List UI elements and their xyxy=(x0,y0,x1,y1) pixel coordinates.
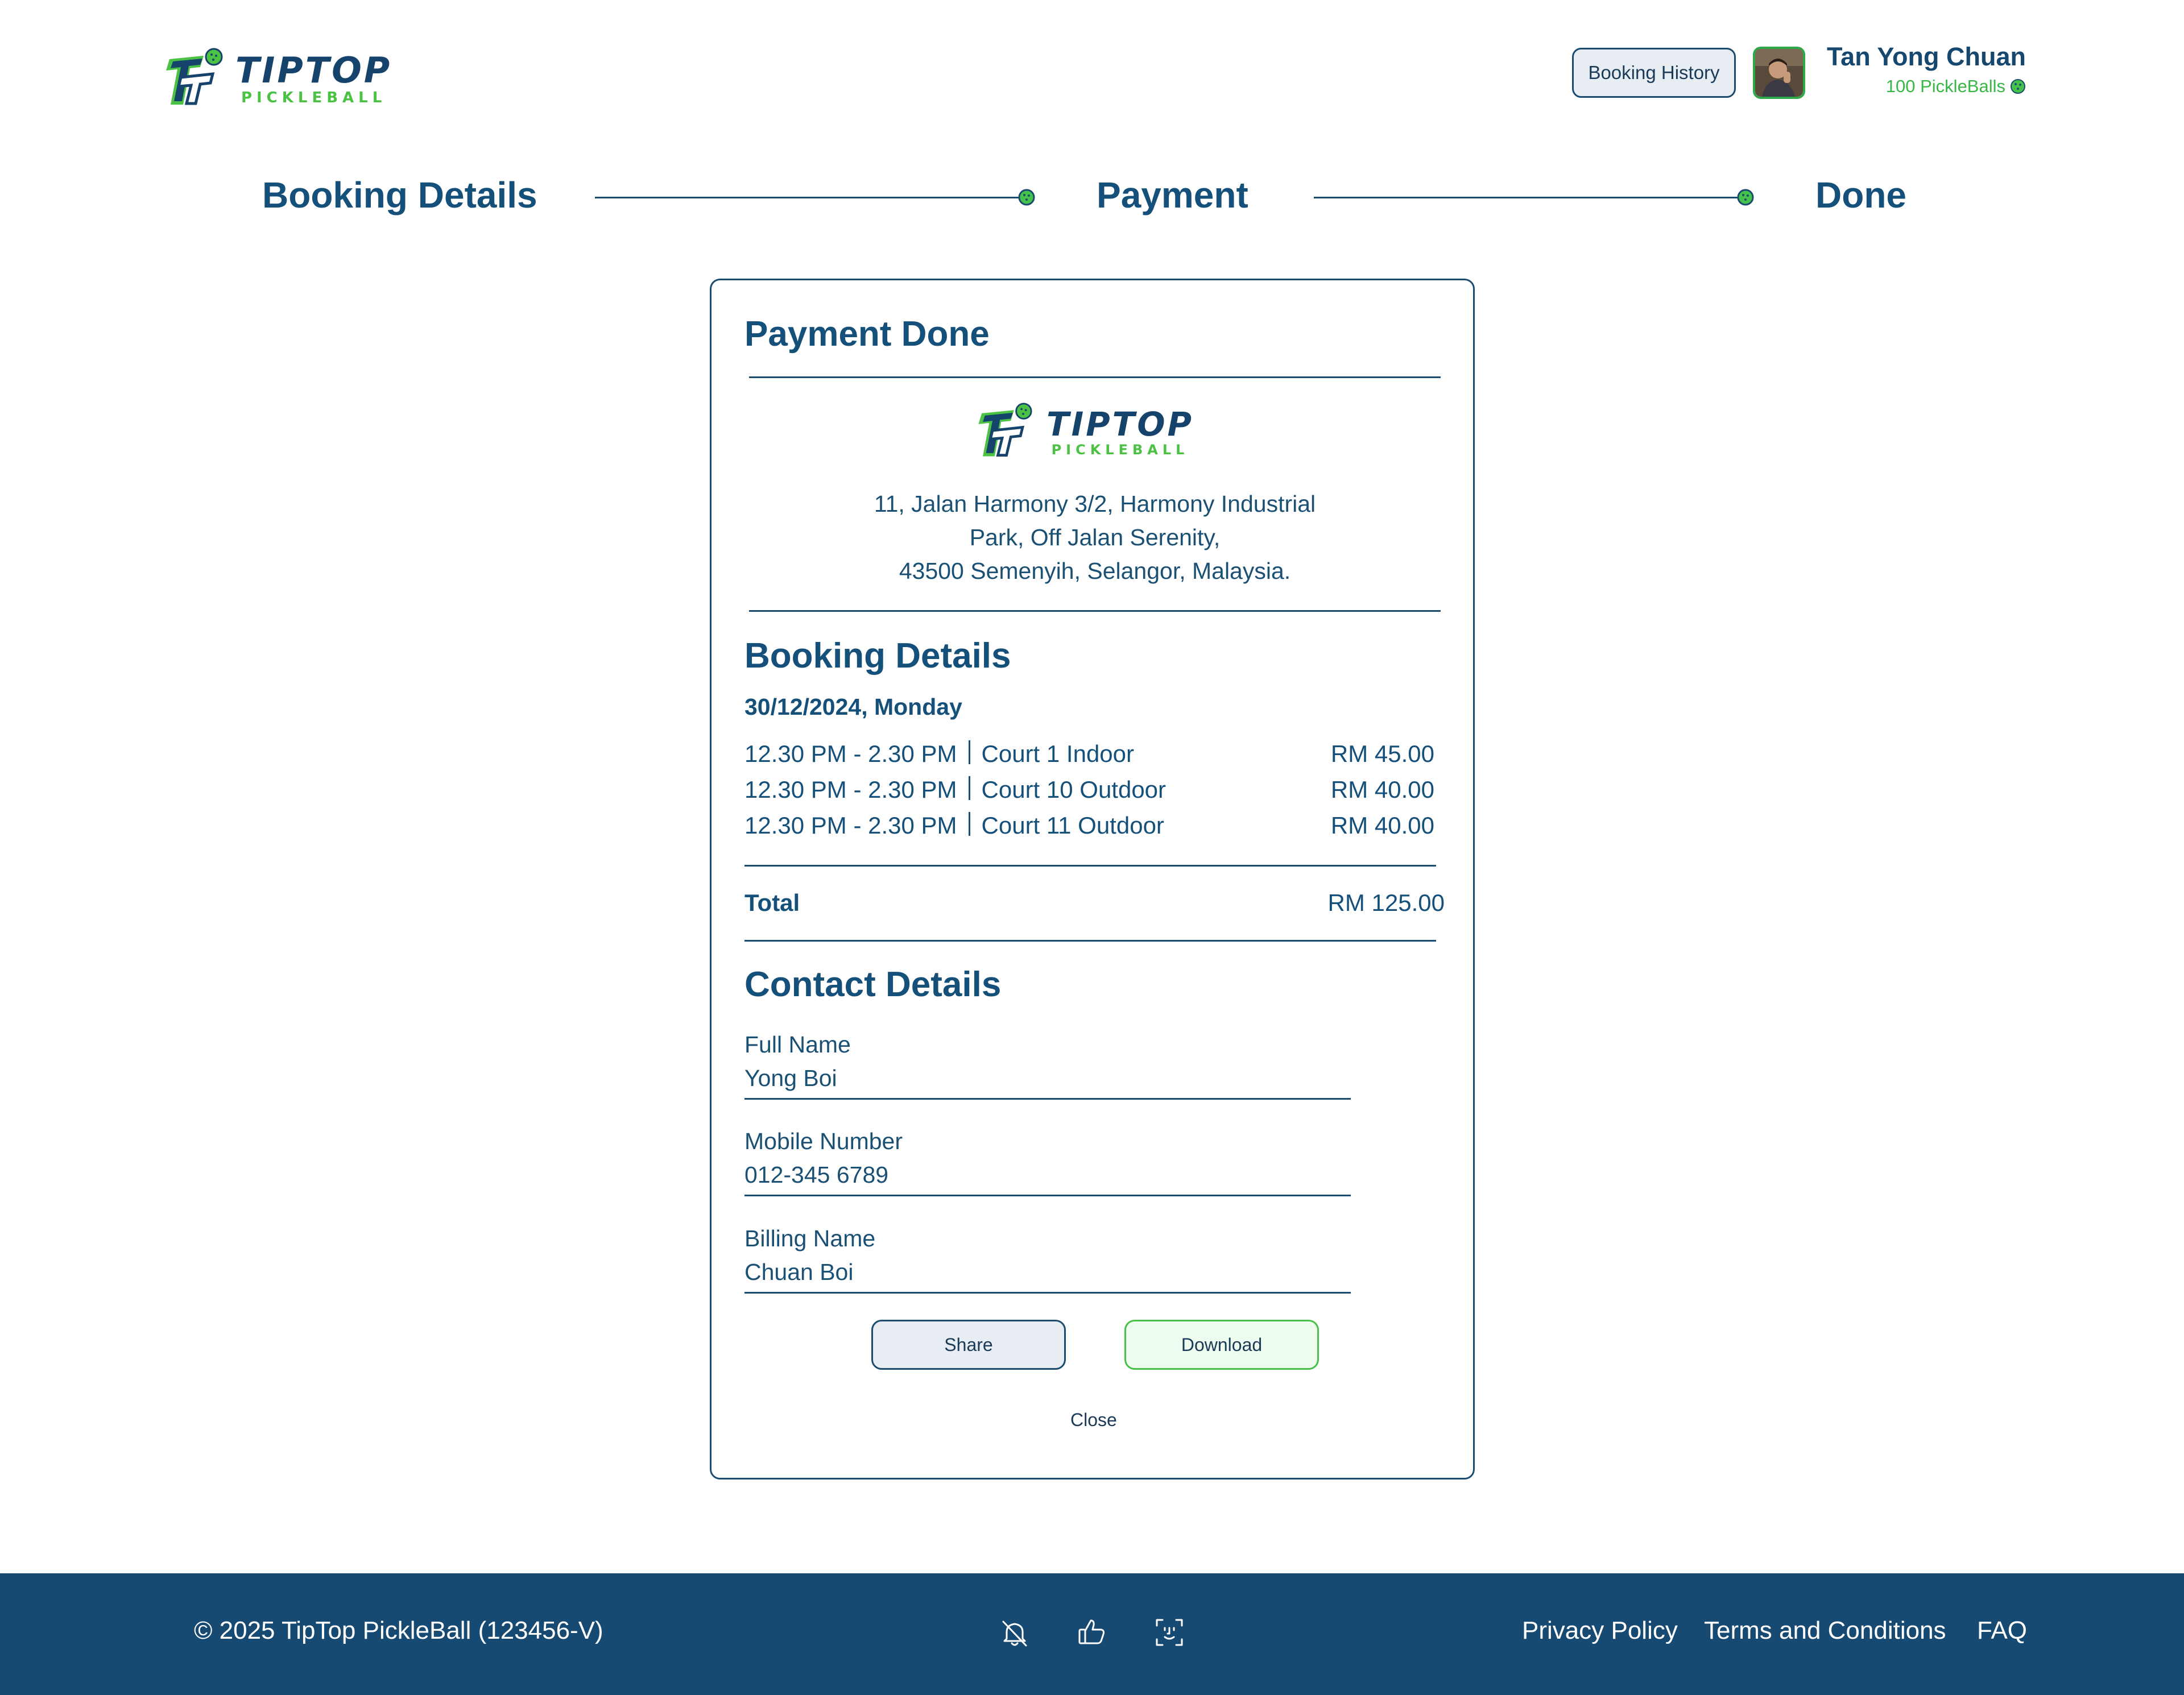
total-label: Total xyxy=(744,889,800,916)
tiptop-logo-icon xyxy=(969,403,1036,462)
step-connector xyxy=(595,197,1027,198)
booking-court: Court 10 Outdoor xyxy=(981,776,1167,803)
pickleball-icon xyxy=(2010,78,2026,94)
user-points xyxy=(1886,76,2026,97)
divider xyxy=(749,376,1441,378)
logo-wordmark: TIPTOP xyxy=(235,49,392,91)
logo-wordmark: TIPTOP xyxy=(1046,405,1194,444)
booking-details-title: Booking Details xyxy=(744,636,1011,675)
privacy-policy-link[interactable]: Privacy Policy xyxy=(1522,1617,1678,1644)
tiptop-logo-icon xyxy=(158,48,225,110)
booking-history-button[interactable]: Booking History xyxy=(1572,48,1736,98)
divider xyxy=(744,940,1436,942)
step-payment: Payment xyxy=(1097,175,1248,215)
booking-court: Court 11 Outdoor xyxy=(981,812,1164,839)
thumbs-up-icon[interactable] xyxy=(1075,1615,1109,1649)
user-photo-icon xyxy=(1755,49,1803,97)
total-value: RM 125.00 xyxy=(1327,889,1445,916)
step-booking-details: Booking Details xyxy=(262,175,537,215)
share-button[interactable]: Share xyxy=(871,1320,1066,1370)
booking-price: RM 40.00 xyxy=(1330,812,1434,839)
booking-price: RM 45.00 xyxy=(1330,740,1434,767)
field-underline xyxy=(744,1098,1351,1100)
full-name-field: Yong Boi xyxy=(744,1065,837,1091)
user-name: Tan Yong Chuan xyxy=(1827,42,2026,71)
address-line: Park, Off Jalan Serenity, xyxy=(969,524,1221,550)
receipt-logo xyxy=(969,403,1194,462)
booking-date: 30/12/2024, Monday xyxy=(744,694,962,720)
copyright-text: © 2025 TipTop PickleBall (123456-V) xyxy=(194,1617,603,1644)
points-label: 100 PickleBalls xyxy=(1885,76,2005,96)
download-button[interactable]: Download xyxy=(1124,1320,1319,1370)
divider xyxy=(744,865,1436,867)
address-line: 11, Jalan Harmony 3/2, Harmony Industrial xyxy=(874,491,1316,517)
booking-time: 12.30 PM - 2.30 PM xyxy=(744,812,957,839)
bell-off-icon[interactable] xyxy=(998,1616,1032,1650)
terms-and-conditions-link[interactable]: Terms and Conditions xyxy=(1704,1617,1946,1644)
field-underline xyxy=(744,1195,1351,1196)
step-marker-icon xyxy=(1737,189,1754,206)
field-underline xyxy=(744,1292,1351,1294)
booking-time: 12.30 PM - 2.30 PM xyxy=(744,740,957,767)
face-id-icon[interactable] xyxy=(1152,1615,1186,1650)
booking-item xyxy=(744,812,1164,839)
mobile-number-field: 012-345 6789 xyxy=(744,1162,889,1188)
step-done: Done xyxy=(1815,175,1906,215)
divider xyxy=(749,610,1441,612)
booking-item xyxy=(744,740,1134,768)
avatar[interactable] xyxy=(1753,47,1805,99)
address-line: 43500 Semenyih, Selangor, Malaysia. xyxy=(899,558,1291,584)
payment-done-title: Payment Done xyxy=(744,314,990,354)
header-logo[interactable] xyxy=(158,48,392,110)
mobile-number-label: Mobile Number xyxy=(744,1128,903,1154)
billing-name-label: Billing Name xyxy=(744,1225,876,1251)
separator xyxy=(969,740,970,764)
logo-tagline: PICKLEBALL xyxy=(241,89,387,106)
booking-price: RM 40.00 xyxy=(1330,776,1434,803)
booking-item xyxy=(744,776,1166,803)
step-connector xyxy=(1314,197,1746,198)
step-marker-icon xyxy=(1018,189,1035,206)
separator xyxy=(969,776,970,800)
booking-court: Court 1 Indoor xyxy=(981,740,1135,767)
contact-details-title: Contact Details xyxy=(744,965,1002,1004)
logo-tagline: PICKLEBALL xyxy=(1051,442,1189,458)
booking-time: 12.30 PM - 2.30 PM xyxy=(744,776,957,803)
close-button[interactable]: Close xyxy=(1070,1410,1117,1430)
faq-link[interactable]: FAQ xyxy=(1977,1617,2028,1644)
separator xyxy=(969,812,970,836)
billing-name-field: Chuan Boi xyxy=(744,1259,854,1285)
full-name-label: Full Name xyxy=(744,1031,851,1058)
venue-address xyxy=(751,487,1439,588)
